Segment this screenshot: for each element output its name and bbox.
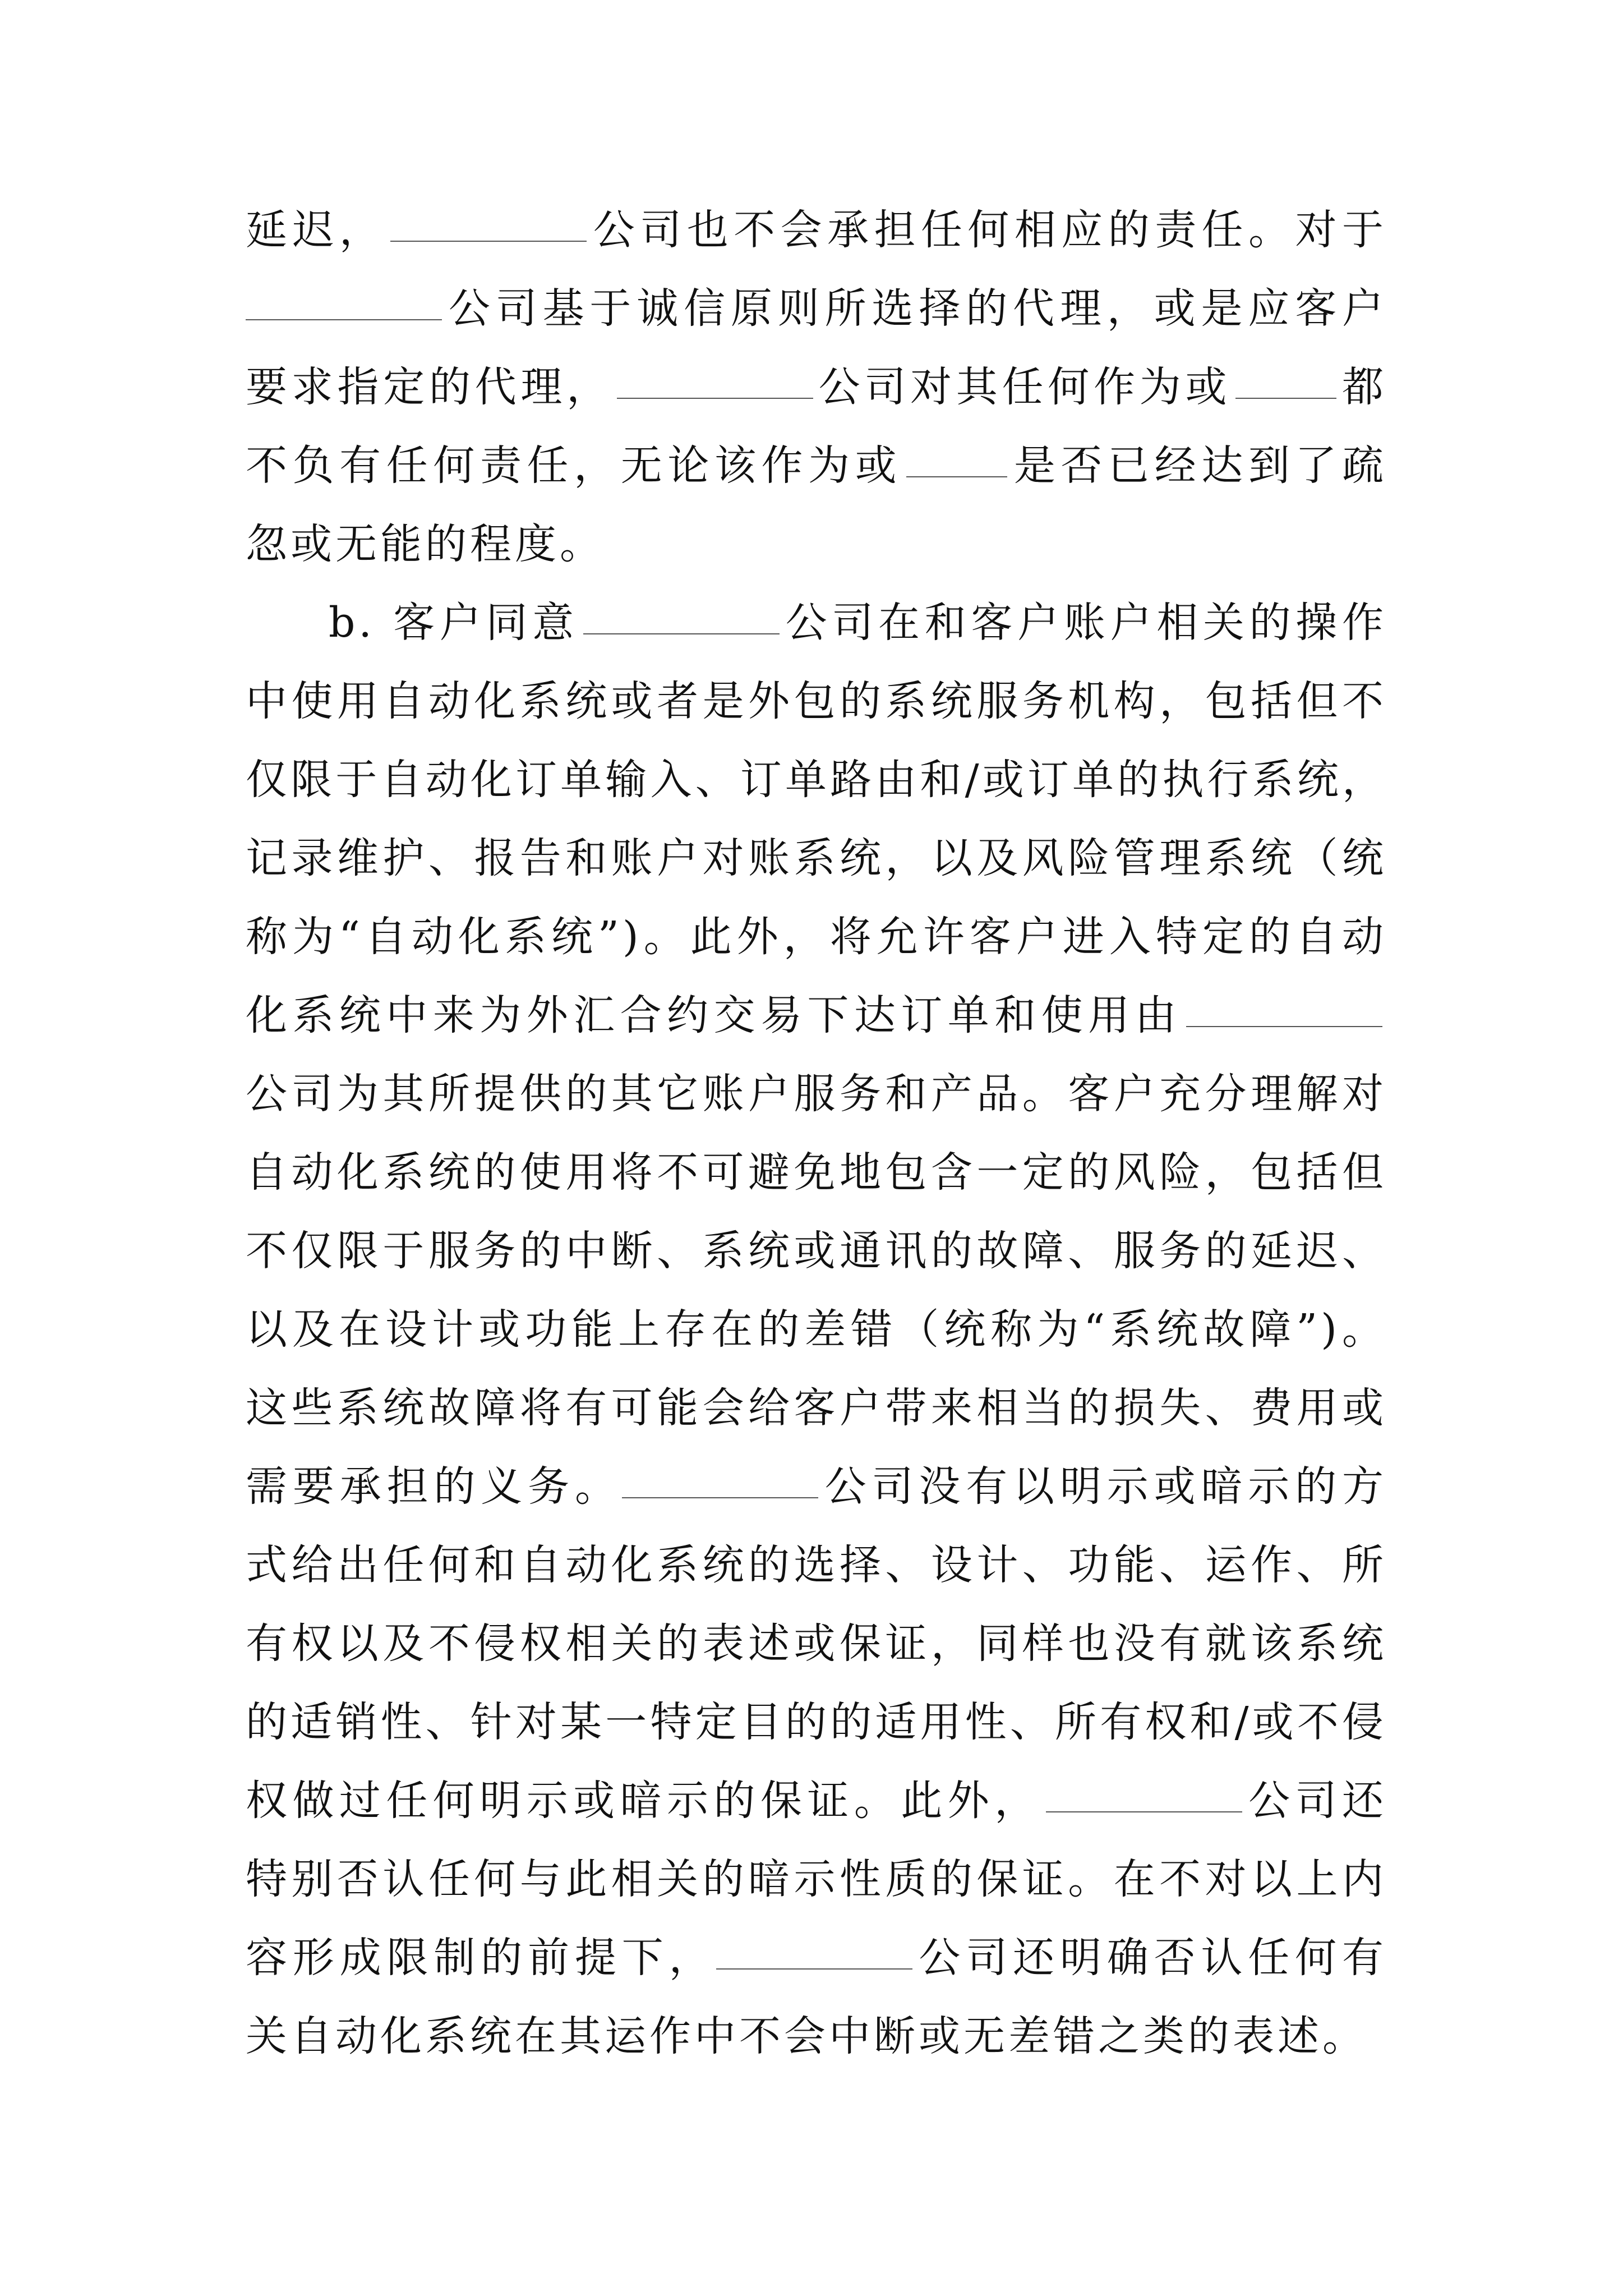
blank-line xyxy=(246,319,442,320)
blank-line xyxy=(1046,1811,1242,1812)
text-segment: 公司还明确否认任何有关自动化系统在其运作中不会中断或无差错之类的表述。 xyxy=(246,1934,1387,2060)
blank-line xyxy=(716,1968,912,1970)
text-segment: 公司没有以明示或暗示的方式给出任何和自动化系统的选择、设计、功能、运作、所有权以及不侵权相关的表述或保证，同样也没有就该系统的适销性、针对某一特定目的的适用性、所有权和/或不侵权做过任何明示或暗示的保证。此外， xyxy=(246,1462,1387,1825)
blank-line xyxy=(1235,397,1336,399)
blank-line xyxy=(1186,1025,1382,1027)
text-segment: 延迟， xyxy=(246,206,386,254)
blank-line xyxy=(617,397,813,399)
blank-line xyxy=(622,1497,818,1498)
text-segment: 公司还特别否认任何与此相关的暗示性质的保证。在不对以上内容形成限制的前提下， xyxy=(246,1777,1387,1982)
text-segment: 公司在和客户账户相关的操作中使用自动化系统或者是外包的系统服务机构，包括但不仅限于自动化订单输入、订单路由和/或订单的执行系统，记录维护、报告和账户对账系统，以及风险管理系统（统称为“自动化系统”)。此外，将允许客户进入特定的自动化系统中来为外汇合约交易下达订单和使用由 xyxy=(246,599,1387,1039)
text-segment: 公司对其任何作为或 xyxy=(817,363,1232,411)
text-segment: b. 客户同意 xyxy=(329,599,579,647)
paragraph-agent-liability xyxy=(246,191,1387,583)
text-segment: 都不负有任何责任，无论该作为或 xyxy=(246,363,1387,490)
text-segment: 公司也不会承担任何相应的责任。对于 xyxy=(591,206,1387,254)
blank-line xyxy=(906,476,1007,477)
document-body xyxy=(246,191,1387,2076)
paragraph-automated-systems xyxy=(246,583,1387,2076)
text-segment: 公司基于诚信原则所选择的代理，或是应客户要求指定的代理， xyxy=(246,284,1387,411)
text-segment: 是否已经达到了疏忽或无能的程度。 xyxy=(246,441,1387,568)
blank-line xyxy=(583,633,780,634)
text-segment: 公司为其所提供的其它账户服务和产品。客户充分理解对自动化系统的使用将不可避免地包含一定的风险，包括但不仅限于服务的中断、系统或通讯的故障、服务的延迟、以及在设计或功能上存在的差错（统称为“系统故障”)。这些系统故障将有可能会给客户带来相当的损失、费用或需要承担的义务。 xyxy=(246,1070,1387,1511)
blank-line xyxy=(390,240,587,242)
